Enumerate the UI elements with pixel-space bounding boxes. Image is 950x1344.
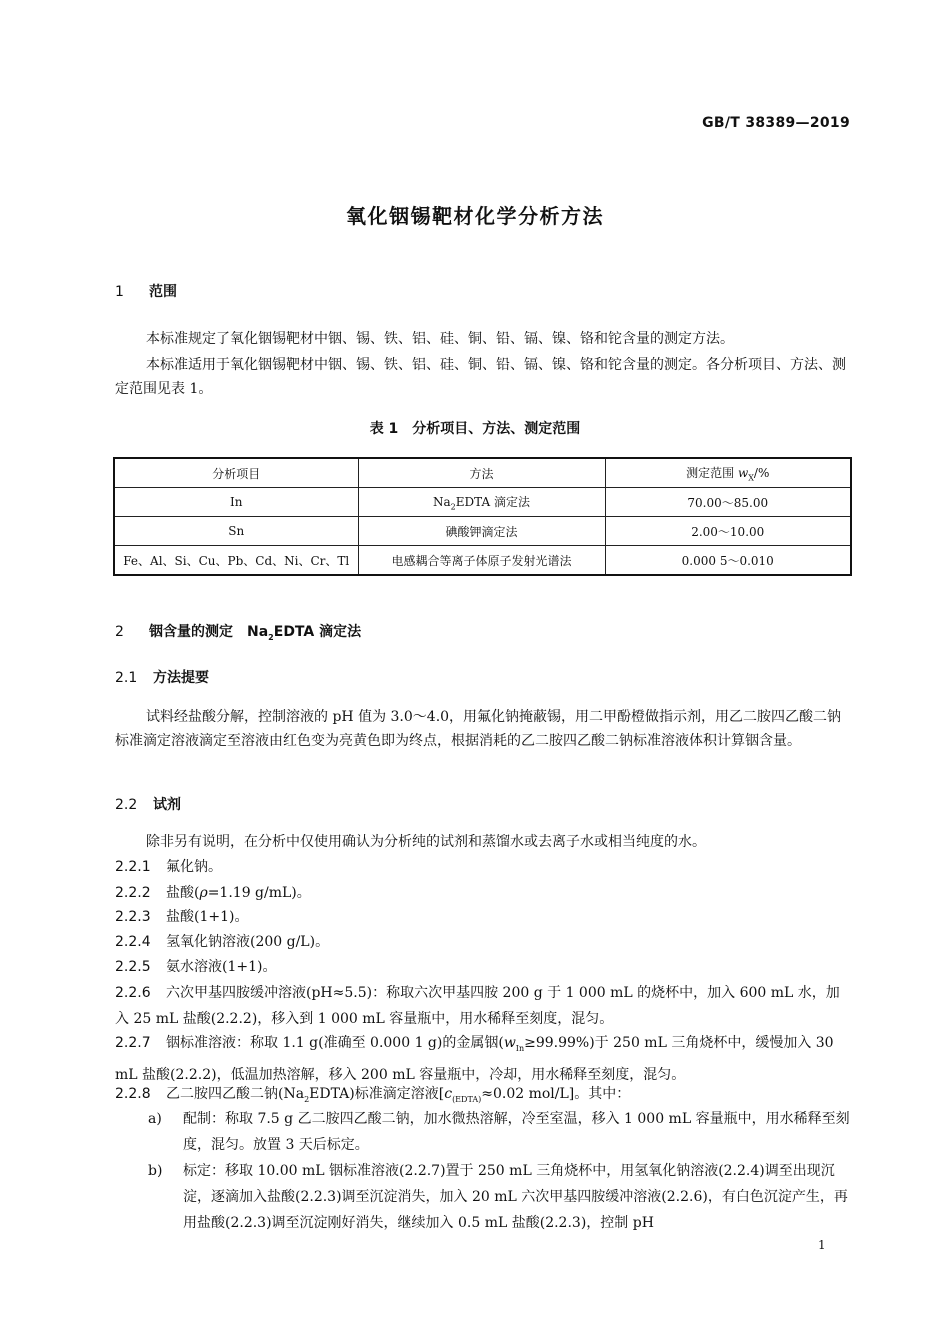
header-range-unit: /% <box>753 465 770 480</box>
cell-item: In <box>114 488 358 517</box>
clause-number: 2.2.2 <box>115 885 151 901</box>
cell-range: 2.00～10.00 <box>605 517 851 546</box>
document-title: 氧化铟锡靶材化学分析方法 <box>346 204 604 228</box>
list-label: a) <box>148 1111 162 1127</box>
section-number: 1 <box>115 284 124 300</box>
section-title: 范围 <box>149 284 177 300</box>
cell-method: 电感耦合等离子体原子发射光谱法 <box>358 546 605 576</box>
clause-text-mid: EDTA)标准滴定溶液[ <box>309 1086 445 1102</box>
cell-range: 0.000 5～0.010 <box>605 546 851 576</box>
clause-text-post: =1.19 g/mL)。 <box>207 885 311 901</box>
section-title-post: EDTA 滴定法 <box>273 624 362 640</box>
clause-number: 2.2.6 <box>115 985 151 1001</box>
clause-text-post: ≥99.99%)于 250 mL 三角烧杯中，缓慢加入 30 mL 盐酸(2.2.2)，低温加热溶解，移入 200 mL 容量瓶中，冷却，用水稀释至刻度，混匀。 <box>115 1035 834 1083</box>
clause-text-pre: 乙二胺四乙酸二钠(Na <box>166 1086 305 1102</box>
clause-text-pre: 铟标准溶液：称取 1.1 g(准确至 0.000 1 g)的金属铟( <box>166 1035 504 1051</box>
section-1-heading <box>115 281 177 301</box>
page-number: 1 <box>818 1238 826 1252</box>
list-text: 标定：移取 10.00 mL 铟标准溶液(2.2.7)置于 250 mL 三角烧杯中，用氢氧化钠溶液(2.2.4)调至出现沉淀，逐滴加入盐酸(2.2.3)调至沉淀消失，加入 20 mL 六次甲基四胺缓冲溶液(2.2.6)，有白色沉淀产生，再用盐酸(2.2.3)调至沉淀刚好消失，继续加入 0.5 mL 盐酸(2.2.3)，控制 pH <box>183 1163 848 1231</box>
mass-fraction-subscript: In <box>515 1043 525 1053</box>
clause-2-2-3 <box>115 904 850 930</box>
section-2-2-heading <box>115 794 181 814</box>
section-1-para-1: 本标准规定了氧化铟锡靶材中铟、锡、铁、铝、硅、铜、铅、镉、镍、铬和铊含量的测定方法。 <box>146 331 734 347</box>
formula-sub: 2 <box>304 1094 310 1104</box>
clause-number: 2.2.7 <box>115 1035 151 1051</box>
analysis-table <box>113 457 852 576</box>
section-title: 试剂 <box>153 797 181 813</box>
table-row <box>114 517 851 546</box>
clause-text: 氢氧化钠溶液(200 g/L)。 <box>166 934 330 950</box>
clause-2-2-6 <box>115 980 850 1032</box>
density-symbol: ρ <box>199 885 208 901</box>
header-range-prefix: 测定范围 <box>686 465 738 480</box>
list-label: b) <box>148 1163 163 1179</box>
clause-number: 2.2.3 <box>115 909 151 925</box>
section-1-para-2: 本标准适用于氧化铟锡靶材中铟、锡、铁、铝、硅、铜、铅、镉、镍、铬和铊含量的测定。各分析项目、方法、测定范围见表 1。 <box>115 357 846 397</box>
concentration-subscript: (EDTA) <box>452 1094 482 1104</box>
list-text: 配制：称取 7.5 g 乙二胺四乙酸二钠，加水微热溶解，冷至室温，移入 1 000 mL 容量瓶中，用水稀释至刻度，混匀。放置 3 天后标定。 <box>183 1111 850 1153</box>
table-row <box>114 546 851 576</box>
standard-number: GB/T 38389—2019 <box>702 115 850 131</box>
section-title: 方法提要 <box>153 670 209 686</box>
list-item-a <box>148 1106 850 1158</box>
section-2-1-heading <box>115 667 209 687</box>
section-title-pre: 铟含量的测定 Na <box>149 624 269 640</box>
clause-text: 六次甲基四胺缓冲溶液(pH≈5.5)：称取六次甲基四胺 200 g 于 1 000 mL 的烧杯中，加入 600 mL 水，加入 25 mL 盐酸(2.2.2)，移入到 1 000 mL 容量瓶中，用水稀释至刻度，混匀。 <box>115 985 840 1027</box>
table-caption: 表 1 分析项目、方法、测定范围 <box>369 421 581 437</box>
clause-text: 氟化钠。 <box>166 859 222 875</box>
clause-text-post: ≈0.02 mol/L]。其中： <box>481 1086 631 1102</box>
method-pre: Na <box>433 494 451 509</box>
table-row <box>114 488 851 517</box>
clause-2-2-7 <box>115 1030 850 1088</box>
header-item: 分析项目 <box>114 458 358 488</box>
reagent-intro: 除非另有说明，在分析中仅使用确认为分析纯的试剂和蒸馏水或去离子水或相当纯度的水。 <box>146 834 706 850</box>
list-item-b <box>148 1158 850 1236</box>
cell-range: 70.00～85.00 <box>605 488 851 517</box>
method-summary-para: 试料经盐酸分解，控制溶液的 pH 值为 3.0～4.0，用氟化钠掩蔽锡，用二甲酚橙做指示剂，用乙二胺四乙酸二钠标准滴定溶液滴定至溶液由红色变为亮黄色即为终点，根据消耗的乙二胺四乙酸二钠标准溶液体积计算铟含量。 <box>115 709 842 749</box>
section-number: 2.1 <box>115 670 138 686</box>
clause-number: 2.2.8 <box>115 1086 151 1102</box>
clause-number: 2.2.1 <box>115 859 151 875</box>
clause-text: 氨水溶液(1+1)。 <box>166 959 277 975</box>
mass-fraction-subscript: X <box>748 473 754 483</box>
section-number: 2 <box>115 624 124 640</box>
header-method: 方法 <box>358 458 605 488</box>
clause-number: 2.2.5 <box>115 959 151 975</box>
cell-item: Sn <box>114 517 358 546</box>
clause-number: 2.2.4 <box>115 934 151 950</box>
header-range <box>605 458 851 488</box>
method-sub: 2 <box>450 502 456 512</box>
section-title-sub: 2 <box>268 632 274 642</box>
cell-method <box>358 488 605 517</box>
table-header-row <box>114 458 851 488</box>
mass-fraction-symbol: w <box>737 465 749 480</box>
cell-item: Fe、Al、Si、Cu、Pb、Cd、Ni、Cr、Tl <box>114 546 358 576</box>
clause-2-2-2 <box>115 880 850 906</box>
method-post: EDTA 滴定法 <box>455 494 530 509</box>
clause-text-pre: 盐酸( <box>166 885 200 901</box>
section-2-heading <box>115 621 361 642</box>
mass-fraction-symbol: w <box>503 1035 516 1051</box>
concentration-symbol: c <box>444 1086 453 1102</box>
clause-text: 盐酸(1+1)。 <box>166 909 249 925</box>
section-number: 2.2 <box>115 797 138 813</box>
cell-method: 碘酸钾滴定法 <box>358 517 605 546</box>
clause-2-2-5 <box>115 954 850 980</box>
clause-2-2-1 <box>115 854 850 880</box>
clause-2-2-4 <box>115 929 850 955</box>
